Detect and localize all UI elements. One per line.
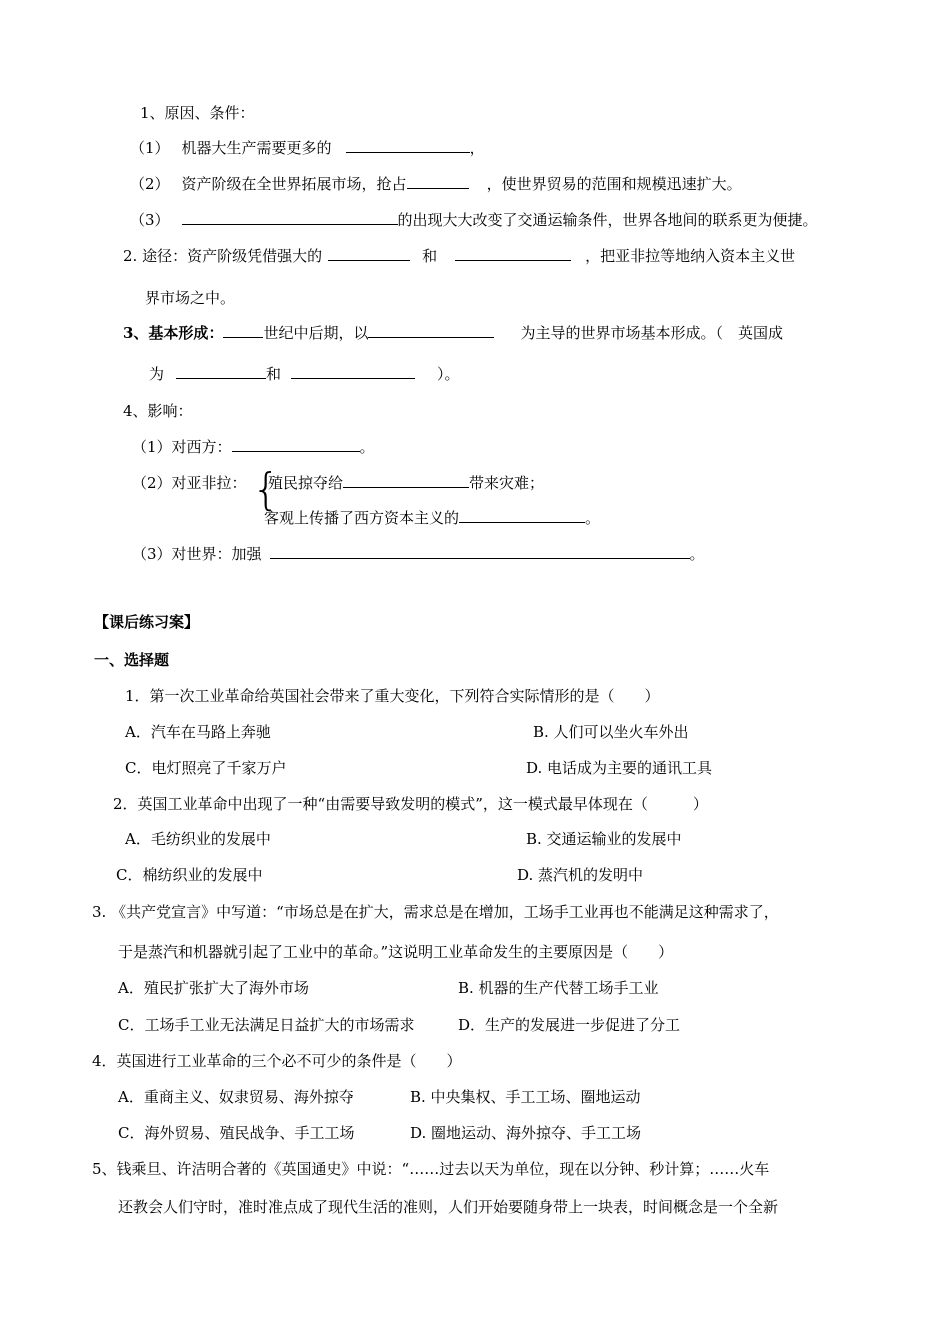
answer-blank[interactable] bbox=[270, 544, 690, 559]
q3-option-c[interactable]: C．工场手工业无法满足日益扩大的市场需求 bbox=[118, 1016, 415, 1034]
q2-option-c[interactable]: C．棉纺织业的发展中 bbox=[116, 866, 263, 884]
q5-stem-line-2: 还教会人们守时，准时准点成了现代生活的准则，人们开始要随身带上一块表，时间概念是一个全新 bbox=[118, 1198, 779, 1216]
item-number: （2） bbox=[130, 175, 170, 193]
item-text: 客观上传播了西方资本主义的 bbox=[264, 509, 460, 527]
conjunction: 和 bbox=[266, 365, 282, 383]
s4-item-2-line-2 bbox=[264, 508, 600, 528]
curly-brace: { bbox=[252, 464, 280, 515]
s4-item-2-label: （2）对亚非拉： bbox=[132, 474, 247, 492]
punct: 。 bbox=[585, 509, 601, 527]
section-2-line-2: 界市场之中。 bbox=[145, 289, 236, 307]
answer-blank[interactable] bbox=[407, 174, 469, 189]
answer-blank[interactable] bbox=[346, 138, 470, 153]
section-3-line-1 bbox=[123, 323, 783, 343]
answer-blank[interactable] bbox=[223, 323, 263, 338]
conjunction: 和 bbox=[422, 247, 438, 265]
s4-item-3 bbox=[132, 544, 705, 564]
item-text-tail: 带来灾难； bbox=[469, 474, 545, 492]
q1-stem: 1．第一次工业革命给英国社会带来了重大变化，下列符合实际情形的是（ ） bbox=[125, 687, 660, 705]
punct: 。 bbox=[359, 438, 375, 456]
q3-option-b[interactable]: B. 机器的生产代替工场手工业 bbox=[458, 979, 659, 997]
q4-option-b[interactable]: B. 中央集权、手工工场、圈地运动 bbox=[410, 1088, 641, 1106]
q3-option-d[interactable]: D．生产的发展进一步促进了分工 bbox=[458, 1016, 681, 1034]
item-text: 机器大生产需要更多的 bbox=[181, 139, 332, 157]
q1-option-b[interactable]: B. 人们可以坐火车外出 bbox=[533, 723, 689, 741]
answer-blank[interactable] bbox=[459, 508, 585, 523]
answer-blank[interactable] bbox=[176, 364, 266, 379]
section-2-text-tail: ，把亚非拉等地纳入资本主义世 bbox=[585, 247, 796, 265]
practice-title: 【课后练习案】 bbox=[94, 613, 200, 631]
answer-blank[interactable] bbox=[328, 246, 410, 261]
item-text: 资产阶级在全世界拓展市场，抢占 bbox=[181, 175, 407, 193]
section-3-word: 为 bbox=[149, 365, 165, 383]
item-text: （1）对西方： bbox=[132, 438, 232, 456]
q5-stem-line-1: 5、钱乘旦、许洁明合著的《英国通史》中说：“……过去以天为单位，现在以分钟、秒计算；……火车 bbox=[92, 1160, 770, 1178]
section-3-line-2 bbox=[149, 364, 460, 384]
q4-option-c[interactable]: C．海外贸易、殖民战争、手工工场 bbox=[118, 1124, 355, 1142]
q3-option-a[interactable]: A．殖民扩张扩大了海外市场 bbox=[118, 979, 309, 997]
section-3-text-tail: 为主导的世界市场基本形成。（ 英国成 bbox=[520, 324, 783, 342]
item-text-tail: 的出现大大改变了交通运输条件，世界各地间的联系更为便捷。 bbox=[397, 211, 818, 229]
punct: 。 bbox=[689, 545, 705, 563]
s4-item-2-line-1 bbox=[268, 473, 544, 493]
q3-stem-line-1: 3. 《共产党宣言》中写道：“市场总是在扩大，需求总是在增加，工场手工业再也不能满足这种需求了， bbox=[92, 903, 779, 921]
section-2-text: 2. 途径：资产阶级凭借强大的 bbox=[123, 247, 323, 265]
answer-blank[interactable] bbox=[182, 210, 398, 225]
q1-option-c[interactable]: C．电灯照亮了千家万户 bbox=[125, 759, 287, 777]
answer-blank[interactable] bbox=[232, 437, 360, 452]
answer-blank[interactable] bbox=[343, 473, 469, 488]
q4-option-d[interactable]: D. 圈地运动、海外掠夺、手工工场 bbox=[410, 1124, 642, 1142]
answer-blank[interactable] bbox=[368, 323, 494, 338]
q3-stem-line-2: 于是蒸汽和机器就引起了工业中的革命。”这说明工业革命发生的主要原因是（ ） bbox=[118, 943, 674, 961]
item-number: （1） bbox=[130, 139, 170, 157]
q2-option-a[interactable]: A．毛纺织业的发展中 bbox=[125, 830, 271, 848]
section-3-text: 世纪中后期，以 bbox=[263, 324, 369, 342]
section-1-title: 1、原因、条件： bbox=[140, 104, 255, 122]
section-3-label: 3、基本形成： bbox=[123, 324, 224, 342]
section-2-line-1 bbox=[123, 246, 795, 266]
item-text: 殖民掠夺给 bbox=[268, 474, 344, 492]
q2-option-b[interactable]: B. 交通运输业的发展中 bbox=[526, 830, 682, 848]
punct: ， bbox=[469, 139, 485, 157]
punct: ）。 bbox=[437, 365, 460, 383]
q4-stem: 4．英国进行工业革命的三个必不可少的条件是（ ） bbox=[92, 1052, 462, 1070]
item-text: （3）对世界：加强 bbox=[132, 545, 262, 563]
q4-option-a[interactable]: A．重商主义、奴隶贸易、海外掠夺 bbox=[118, 1088, 354, 1106]
section-heading: 一、选择题 bbox=[94, 651, 170, 669]
item-number: （3） bbox=[130, 211, 170, 229]
q2-stem: 2．英国工业革命中出现了一种“由需要导致发明的模式”，这一模式最早体现在（ ） bbox=[113, 795, 708, 813]
s1-item-3 bbox=[130, 210, 818, 230]
s1-item-1 bbox=[130, 138, 485, 158]
item-text-tail: ，使世界贸易的范围和规模迅速扩大。 bbox=[486, 175, 742, 193]
answer-blank[interactable] bbox=[455, 246, 571, 261]
s4-item-1 bbox=[132, 437, 375, 457]
section-4-title: 4、影响： bbox=[123, 402, 193, 420]
q1-option-a[interactable]: A．汽车在马路上奔驰 bbox=[125, 723, 271, 741]
q1-option-d[interactable]: D. 电话成为主要的通讯工具 bbox=[526, 759, 713, 777]
q2-option-d[interactable]: D. 蒸汽机的发明中 bbox=[517, 866, 644, 884]
s1-item-2 bbox=[130, 174, 742, 194]
answer-blank[interactable] bbox=[291, 364, 415, 379]
